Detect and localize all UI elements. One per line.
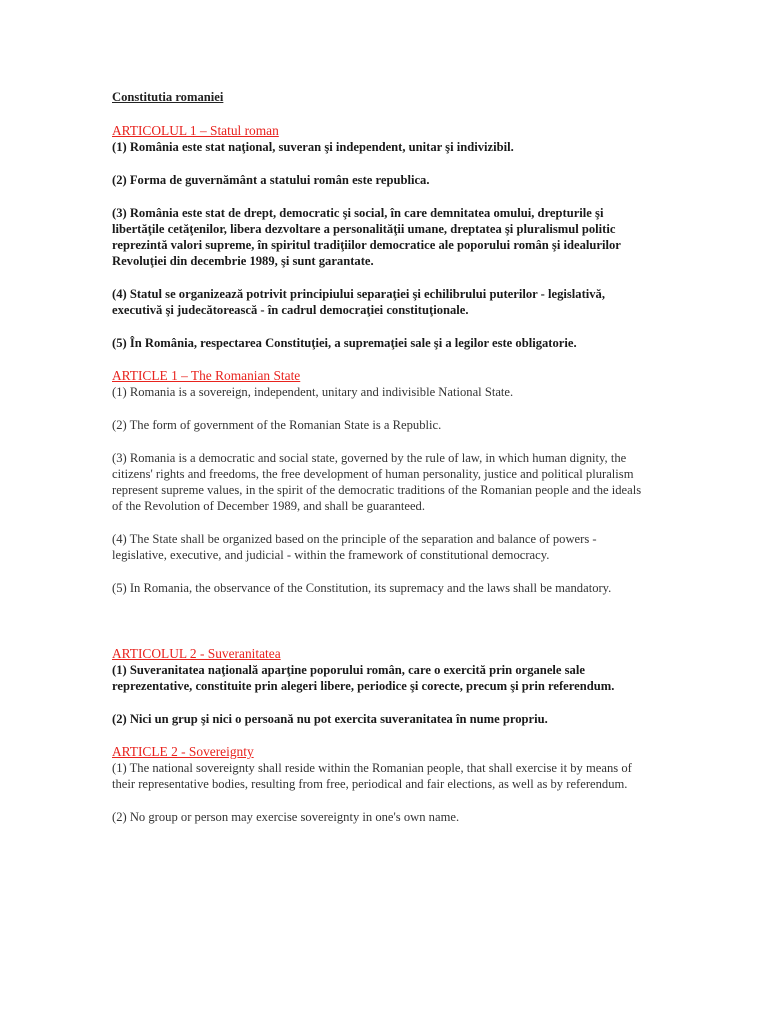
paragraph (112, 580, 648, 596)
document-title: Constitutia romaniei (112, 90, 224, 104)
paragraph-text: (1) Suveranitatea naţională aparţine poporului român, care o exercită prin organele sale reprezentative, constituite prin alegeri libere, periodice şi corecte, precum şi prin referendum. (112, 663, 615, 693)
paragraph (112, 662, 648, 694)
section-heading: ARTICOLUL 2 - Suveranitatea (112, 646, 281, 661)
section-articolul-1 (112, 123, 648, 351)
paragraph-text: (5) In Romania, the observance of the Constitution, its supremacy and the laws shall be mandatory. (112, 581, 612, 595)
paragraph (112, 384, 648, 400)
paragraph-text: (5) În România, respectarea Constituţiei, a supremaţiei sale şi a legilor este obligatorie. (112, 336, 577, 350)
section-article-1 (112, 368, 648, 596)
paragraph (112, 760, 648, 792)
paragraph-text: (2) No group or person may exercise sovereignty in one's own name. (112, 810, 460, 824)
paragraph (112, 286, 648, 318)
section-heading: ARTICOLUL 1 – Statul roman (112, 123, 279, 138)
paragraph-text: (1) România este stat naţional, suveran şi independent, unitar şi indivizibil. (112, 140, 514, 154)
paragraph-text: (4) The State shall be organized based on the principle of the separation and balance of powers -legislative, executive, and judicial - within the framework of constitutional democracy. (112, 532, 597, 562)
paragraph (112, 205, 648, 269)
spacer (112, 613, 648, 646)
paragraph (112, 139, 648, 155)
paragraph-text: (4) Statul se organizează potrivit principiului separaţiei şi echilibrului puterilor - legislativă, executivă şi judecătorească - în cadrul democraţiei constituţionale. (112, 287, 606, 317)
paragraph-text: (1) Romania is a sovereign, independent, unitary and indivisible National State. (112, 385, 514, 399)
section-heading: ARTICLE 1 – The Romanian State (112, 368, 301, 383)
paragraph-text: (2) Nici un grup şi nici o persoană nu pot exercita suveranitatea în nume propriu. (112, 712, 548, 726)
section-heading: ARTICLE 2 - Sovereignty (112, 744, 254, 759)
paragraph-text: (2) The form of government of the Romanian State is a Republic. (112, 418, 442, 432)
paragraph-text: (3) Romania is a democratic and social state, governed by the rule of law, in which human dignity, the citizens' rights and freedoms, the free development of human personality, justice and political pluralism represent supreme values, in the spirit of the democratic traditions of the Romanian people and the ideals of the Revolution of December 1989, and shall be guaranteed. (112, 451, 642, 513)
paragraph (112, 172, 648, 188)
section-article-2 (112, 744, 648, 825)
section-articolul-2 (112, 646, 648, 727)
paragraph (112, 450, 648, 514)
paragraph (112, 335, 648, 351)
paragraph (112, 417, 648, 433)
paragraph (112, 531, 648, 563)
paragraph-text: (2) Forma de guvernământ a statului român este republica. (112, 173, 430, 187)
paragraph (112, 711, 648, 727)
paragraph (112, 809, 648, 825)
paragraph-text: (1) The national sovereignty shall reside within the Romanian people, that shall exercise it by means of their representative bodies, resulting from free, periodical and fair elections, as well as by referendum. (112, 761, 632, 791)
paragraph-text: (3) România este stat de drept, democratic şi social, în care demnitatea omului, drepturile şi libertăţile cetăţenilor, libera dezvoltare a personalităţii umane, dreptatea şi pluralismul politic reprezintă valori supreme, în spiritul tradiţiilor democratice ale poporului român şi idealurilor Revoluţiei din decembrie 1989, şi sunt garantate. (112, 206, 621, 268)
